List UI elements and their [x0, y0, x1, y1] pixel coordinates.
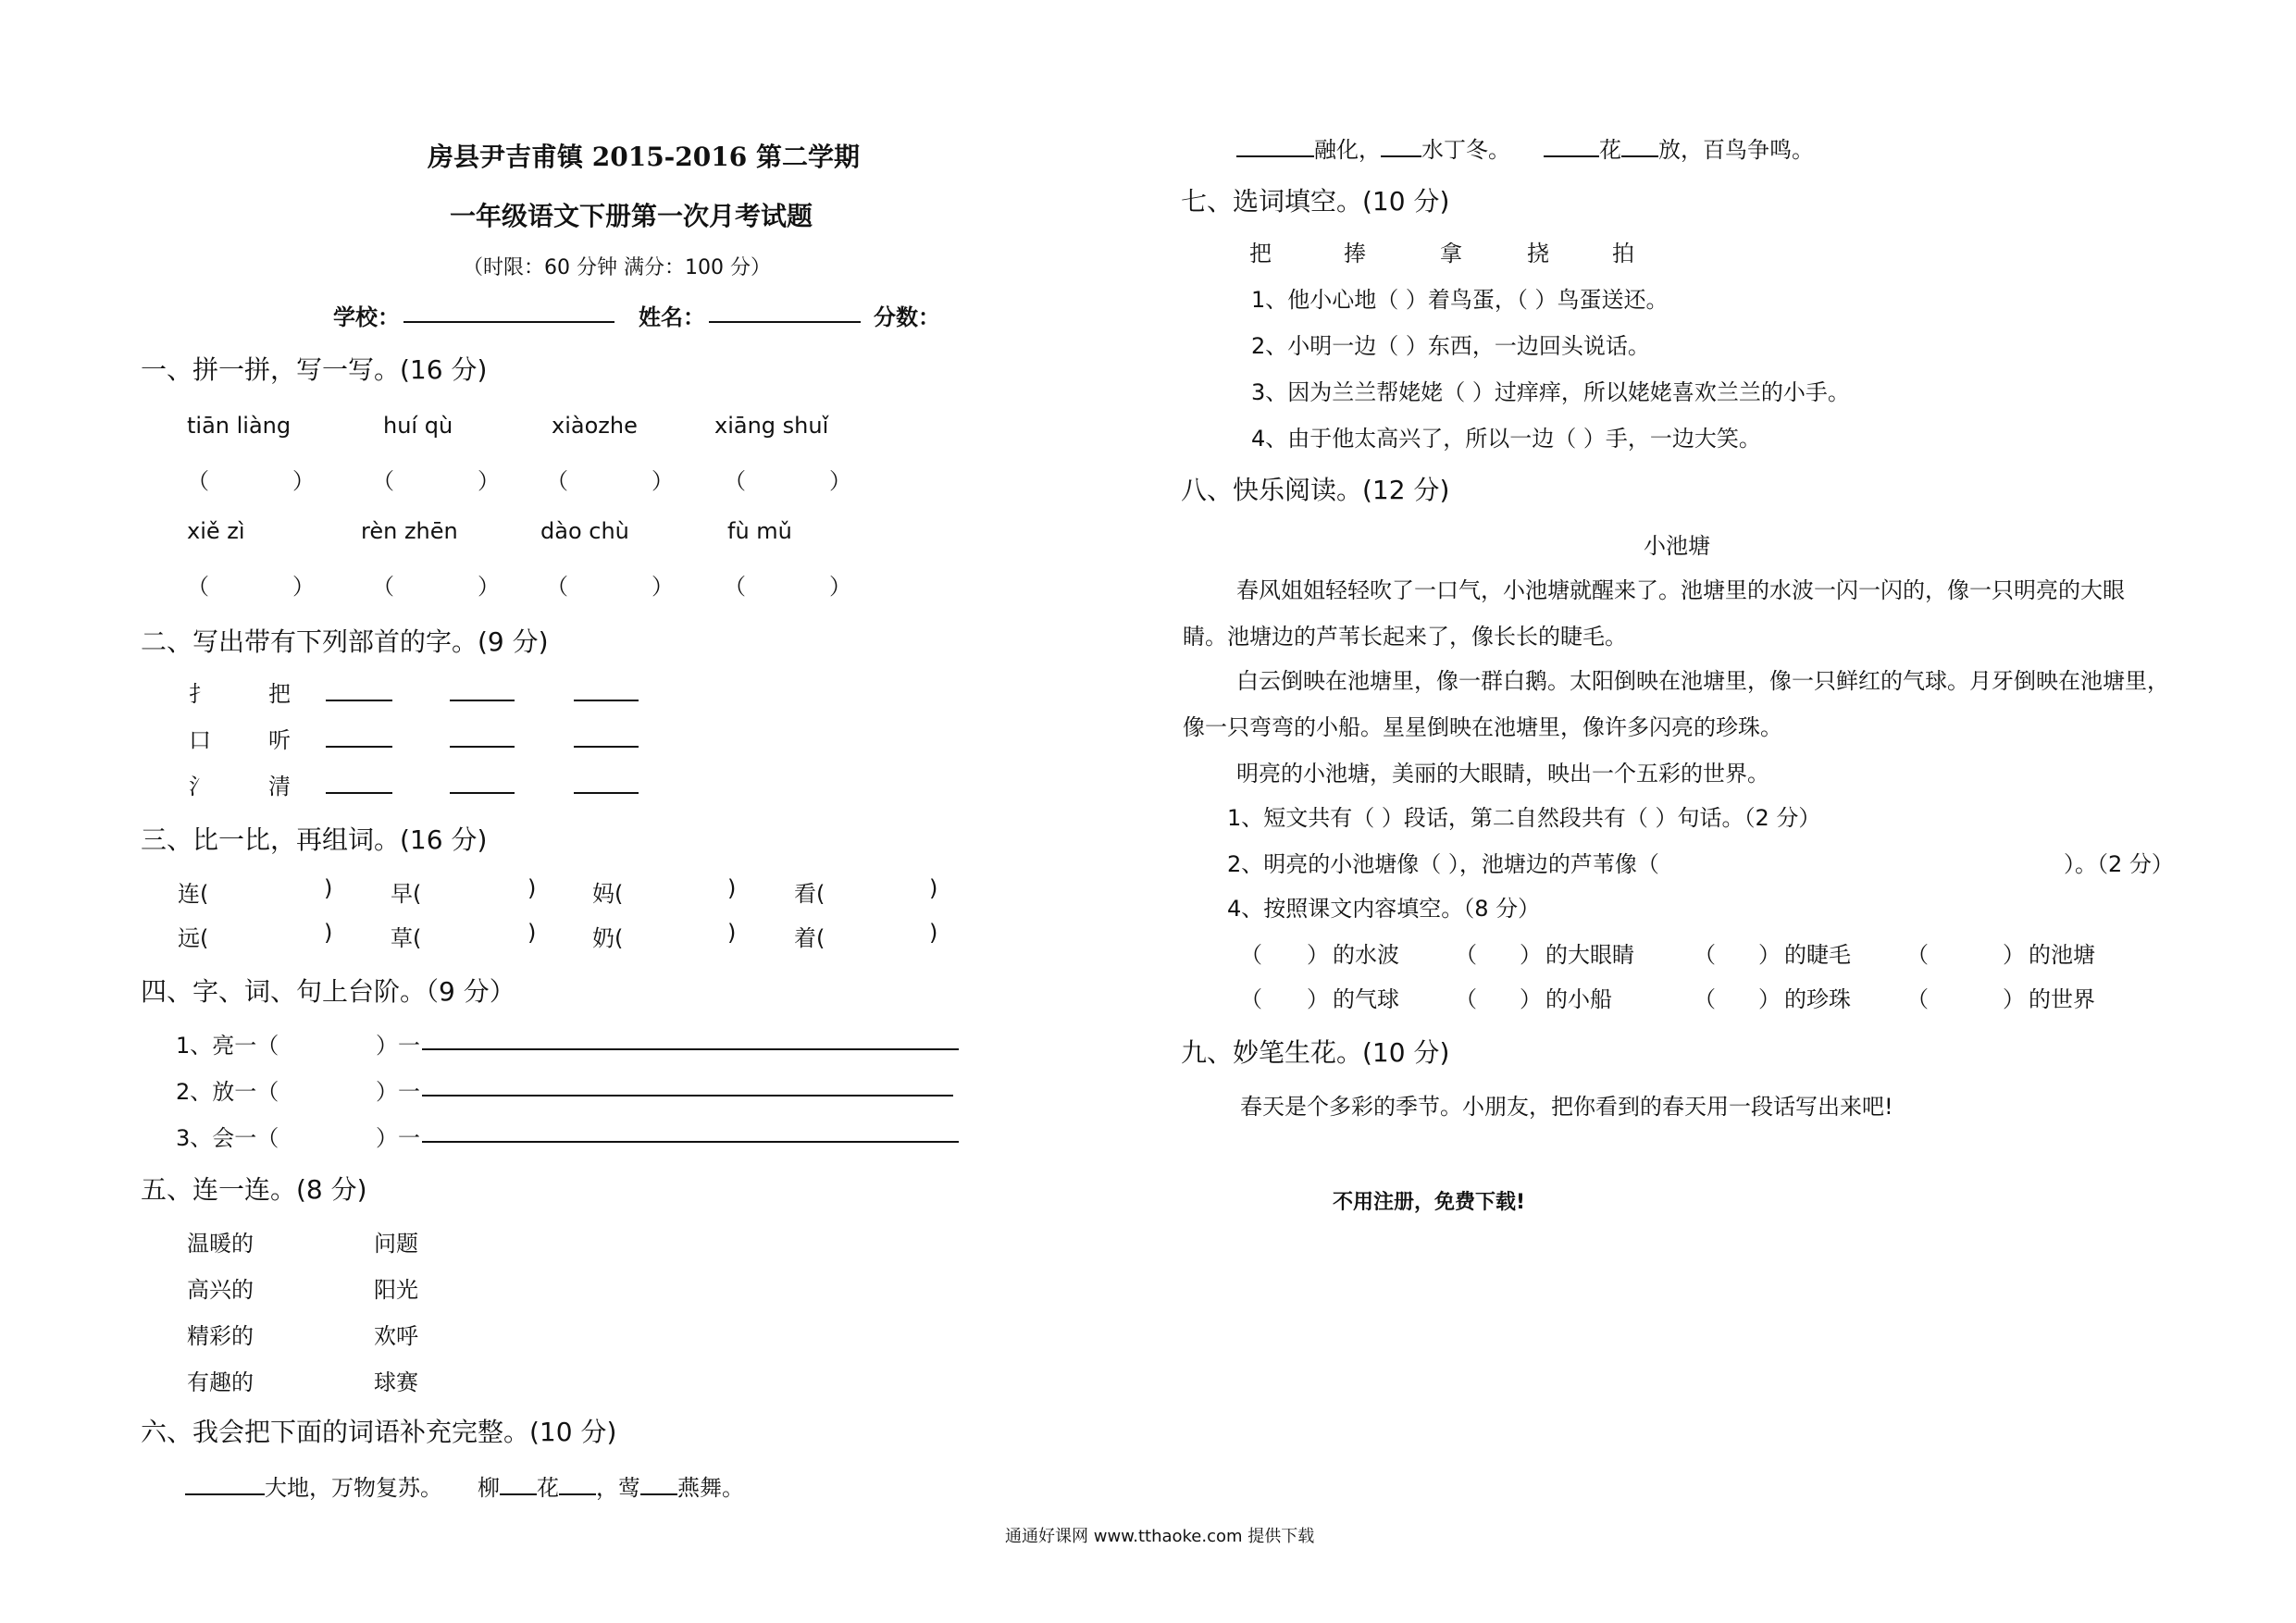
- compare-char: 奶(: [592, 925, 624, 951]
- match-right-3: 欢呼: [374, 1323, 418, 1349]
- paren-close: ): [929, 920, 938, 946]
- fill-phrase: 的世界: [2029, 986, 2095, 1012]
- idiom-text: 水丁冬。: [1421, 137, 1510, 163]
- step-item-1: 1、亮一（: [176, 1033, 279, 1059]
- word-choice: 拿: [1440, 241, 1462, 266]
- answer-blank[interactable]: [1544, 155, 1599, 157]
- school-label: 学校：: [333, 304, 400, 330]
- compare-char: 着(: [794, 925, 825, 951]
- download-notice: 不用注册，免费下载!: [1333, 1191, 1526, 1214]
- section9-heading: 九、妙笔生花。(10 分): [1181, 1037, 1450, 1068]
- answer-blank[interactable]: [500, 1493, 537, 1495]
- fill-phrase: 的水波: [1333, 942, 1399, 968]
- idiom-text: 燕舞。: [677, 1475, 744, 1501]
- paren-close: ）: [478, 574, 500, 600]
- fill-item-1: 1、他小心地（ ）着鸟蛋，（ ）鸟蛋送还。: [1251, 287, 1669, 313]
- paren-open: （: [1455, 942, 1477, 968]
- paren-close: ）: [292, 574, 315, 600]
- pinyin-3: xiàozhe: [552, 413, 638, 439]
- answer-line[interactable]: [422, 1141, 959, 1143]
- step-mid: ）一: [376, 1125, 420, 1151]
- paren-close: ）: [652, 574, 674, 600]
- paren-close: ): [324, 875, 333, 901]
- exam-title-line1: 房县尹吉甫镇 2015-2016 第二学期: [428, 142, 860, 172]
- idiom-text: 融化，: [1314, 137, 1381, 163]
- match-left-4: 有趣的: [187, 1369, 254, 1395]
- answer-blank[interactable]: [450, 792, 515, 794]
- paren-open: （: [546, 574, 568, 600]
- writing-prompt: 春天是个多彩的季节。小朋友，把你看到的春天用一段话写出来吧!: [1240, 1094, 1893, 1120]
- exam-time-info: （时限：60 分钟 满分：100 分）: [463, 256, 771, 279]
- answer-line[interactable]: [422, 1095, 953, 1096]
- fill-phrase: 的睫毛: [1784, 942, 1851, 968]
- passage-line: 像一只弯弯的小船。星星倒映在池塘里，像许多闪亮的珍珠。: [1183, 714, 1782, 740]
- section2-heading: 二、写出带有下列部首的字。(9 分): [141, 626, 549, 657]
- match-right-2: 阳光: [374, 1277, 418, 1303]
- exam-title-line2: 一年级语文下册第一次月考试题: [450, 201, 813, 231]
- paren-close: ）: [1520, 942, 1542, 968]
- answer-blank[interactable]: [574, 700, 639, 701]
- answer-blank[interactable]: [574, 746, 639, 748]
- section5-heading: 五、连一连。(8 分): [141, 1174, 367, 1205]
- fill-phrase: 的气球: [1333, 986, 1399, 1012]
- paren-close: ): [324, 920, 333, 946]
- page-footer: 通通好课网 www.tthaoke.com 提供下载: [1005, 1527, 1315, 1546]
- paren-close: ）: [292, 468, 315, 494]
- paren-close: ）: [2003, 986, 2025, 1012]
- pinyin-6: rèn zhēn: [361, 518, 458, 544]
- compare-char: 看(: [794, 881, 825, 907]
- paren-open: （: [372, 468, 394, 494]
- score-label: 分数：: [874, 304, 940, 330]
- example-char: 清: [268, 774, 291, 799]
- word-choice: 捧: [1344, 241, 1366, 266]
- reading-q2: 2、明亮的小池塘像（ ），池塘边的芦苇像（: [1227, 851, 1659, 877]
- match-right-4: 球赛: [374, 1369, 418, 1395]
- name-field-line[interactable]: [709, 321, 861, 323]
- section4-heading: 四、字、词、句上台阶。（9 分）: [141, 976, 515, 1007]
- step-mid: ）一: [376, 1033, 420, 1059]
- compare-char: 草(: [391, 925, 422, 951]
- compare-char: 早(: [391, 881, 422, 907]
- paren-open: （: [372, 574, 394, 600]
- paren-open: （: [1906, 986, 1929, 1012]
- answer-blank[interactable]: [1621, 155, 1658, 157]
- paren-close: ）: [478, 468, 500, 494]
- pinyin-5: xiě zì: [187, 518, 245, 544]
- step-mid: ）一: [376, 1079, 420, 1105]
- answer-blank[interactable]: [450, 746, 515, 748]
- fill-phrase: 的小船: [1545, 986, 1612, 1012]
- paren-close: ): [527, 920, 537, 946]
- paren-close: ）: [1758, 942, 1781, 968]
- idiom-text: 柳: [478, 1475, 500, 1501]
- section1-heading: 一、拼一拼，写一写。(16 分): [141, 354, 488, 385]
- paren-close: ）: [652, 468, 674, 494]
- fill-item-4: 4、由于他太高兴了，所以一边（ ）手，一边大笑。: [1251, 426, 1761, 452]
- paren-open: （: [187, 574, 209, 600]
- idiom-text: 放，百鸟争鸣。: [1658, 137, 1814, 163]
- paren-open: （: [1240, 942, 1262, 968]
- answer-blank[interactable]: [326, 792, 392, 794]
- match-left-2: 高兴的: [187, 1277, 254, 1303]
- radical: 扌: [189, 681, 211, 707]
- answer-line[interactable]: [422, 1048, 959, 1050]
- answer-blank[interactable]: [450, 700, 515, 701]
- fill-phrase: 的池塘: [2029, 942, 2095, 968]
- paren-close: ): [527, 875, 537, 901]
- section6-heading: 六、我会把下面的词语补充完整。(10 分): [141, 1417, 617, 1447]
- paren-open: （: [546, 468, 568, 494]
- match-left-3: 精彩的: [187, 1323, 254, 1349]
- paren-close: ）: [829, 574, 851, 600]
- paren-close: ）: [829, 468, 851, 494]
- fill-phrase: 的珍珠: [1784, 986, 1851, 1012]
- name-label: 姓名：: [639, 304, 705, 330]
- passage-line: 白云倒映在池塘里，像一群白鹅。太阳倒映在池塘里，像一只鲜红的气球。月牙倒映在池塘里，: [1236, 668, 2169, 694]
- paren-close: ）: [2003, 942, 2025, 968]
- reading-q2-end: ）。（2 分）: [2064, 851, 2174, 877]
- idiom-line-1: [185, 1469, 744, 1502]
- answer-blank[interactable]: [574, 792, 639, 794]
- step-item-2: 2、放一（: [176, 1079, 279, 1105]
- answer-blank[interactable]: [1381, 155, 1421, 157]
- step-item-3: 3、会一（: [176, 1125, 279, 1151]
- passage-line: 睛。池塘边的芦苇长起来了，像长长的睫毛。: [1183, 624, 1627, 650]
- radical: 口: [189, 727, 211, 753]
- example-char: 听: [268, 727, 291, 753]
- idiom-line-2: [1236, 131, 1814, 164]
- word-choice: 把: [1249, 241, 1272, 266]
- paren-close: ): [929, 875, 938, 901]
- paren-open: （: [1694, 942, 1716, 968]
- answer-blank[interactable]: [326, 700, 392, 701]
- example-char: 把: [268, 681, 291, 707]
- idiom-text: 花: [1599, 137, 1621, 163]
- pinyin-4: xiāng shuǐ: [714, 413, 829, 439]
- school-field-line[interactable]: [403, 321, 614, 323]
- passage-line: 春风姐姐轻轻吹了一口气，小池塘就醒来了。池塘里的水波一闪一闪的，像一只明亮的大眼: [1236, 577, 2125, 603]
- paren-open: （: [1906, 942, 1929, 968]
- paren-open: （: [187, 468, 209, 494]
- word-choice: 挠: [1527, 241, 1549, 266]
- paren-close: ）: [1520, 986, 1542, 1012]
- passage-title: 小池塘: [1644, 533, 1710, 559]
- paren-close: ): [727, 875, 737, 901]
- compare-char: 妈(: [592, 881, 624, 907]
- answer-blank[interactable]: [326, 746, 392, 748]
- answer-blank[interactable]: [1236, 155, 1314, 157]
- paren-close: ): [727, 920, 737, 946]
- compare-char: 远(: [178, 925, 209, 951]
- paren-open: （: [1240, 986, 1262, 1012]
- pinyin-1: tiān liàng: [187, 413, 292, 439]
- idiom-text: 大地，万物复苏。: [265, 1475, 442, 1501]
- paren-close: ）: [1307, 942, 1329, 968]
- match-right-1: 问题: [374, 1231, 418, 1257]
- answer-blank[interactable]: [640, 1493, 677, 1495]
- answer-blank[interactable]: [559, 1493, 596, 1495]
- pinyin-7: dào chù: [540, 518, 629, 544]
- fill-item-3: 3、因为兰兰帮姥姥（ ）过痒痒，所以姥姥喜欢兰兰的小手。: [1251, 379, 1850, 405]
- idiom-text: 花: [537, 1475, 559, 1501]
- section3-heading: 三、比一比，再组词。(16 分): [141, 824, 488, 855]
- pinyin-2: huí qù: [383, 413, 453, 439]
- paren-close: ）: [1307, 986, 1329, 1012]
- paren-open: （: [724, 574, 746, 600]
- compare-char: 连(: [178, 881, 209, 907]
- answer-blank[interactable]: [185, 1493, 265, 1495]
- paren-open: （: [1455, 986, 1477, 1012]
- section7-heading: 七、选词填空。(10 分): [1181, 186, 1450, 217]
- fill-item-2: 2、小明一边（ ）东西，一边回头说话。: [1251, 333, 1650, 359]
- paren-open: （: [724, 468, 746, 494]
- pinyin-8: fù mǔ: [727, 518, 792, 544]
- match-left-1: 温暖的: [187, 1231, 254, 1257]
- idiom-text: ，莺: [596, 1475, 640, 1501]
- passage-line: 明亮的小池塘，美丽的大眼睛，映出一个五彩的世界。: [1236, 761, 1769, 787]
- word-choice: 拍: [1612, 241, 1634, 266]
- radical: 氵: [189, 774, 211, 799]
- reading-q1: 1、短文共有（ ）段话，第二自然段共有（ ）句话。（2 分）: [1227, 805, 1821, 831]
- reading-q4: 4、按照课文内容填空。（8 分）: [1227, 896, 1541, 922]
- paren-open: （: [1694, 986, 1716, 1012]
- fill-phrase: 的大眼睛: [1545, 942, 1634, 968]
- section8-heading: 八、快乐阅读。(12 分): [1181, 475, 1450, 505]
- paren-close: ）: [1758, 986, 1781, 1012]
